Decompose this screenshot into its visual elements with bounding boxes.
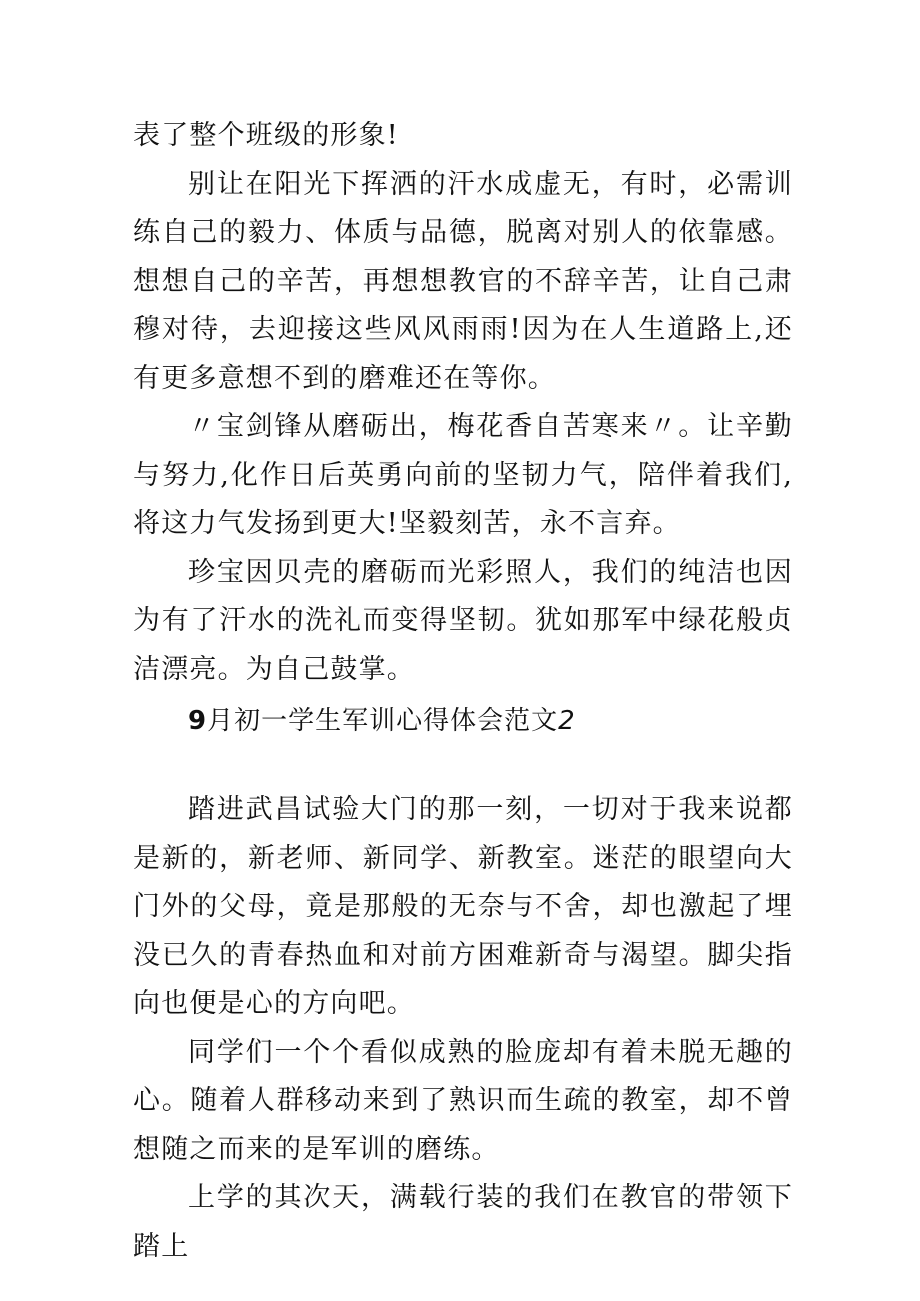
- paragraph-second-day: 上学的其次天，满载行装的我们在教官的带领下踏上: [133, 1182, 793, 1262]
- heading-text: 月初一学生军训心得体会范文: [207, 706, 559, 736]
- paragraph-sword-quote: 〃宝剑锋从磨砺出，梅花香自苦寒来〃。让辛勤与努力,化作日后英勇向前的坚韧力气，陪伴着我们,将这力气发扬到更大!坚毅刻苦，永不言弃。: [133, 411, 793, 539]
- paragraph-continuation: 表了整个班级的形象!: [133, 120, 399, 151]
- heading-number: 9: [188, 706, 208, 736]
- text-block-2: [133, 786, 793, 1271]
- paragraph-school-gate: 踏进武昌试验大门的那一刻，一切对于我来说都是新的，新老师、新同学、新教室。迷茫的眼望向大门外的父母，竟是那般的无奈与不舍，却也激起了埋没已久的青春热血和对前方困难新奇与渴望。脚尖指向也便是心的方向吧。: [133, 794, 793, 1019]
- paragraph-pearl: 珍宝因贝壳的磨砺而光彩照人，我们的纯洁也因为有了汗水的洗礼而变得坚韧。犹如那军中绿花般贞洁漂亮。为自己鼓掌。: [133, 556, 793, 685]
- heading-suffix-number: 2: [558, 706, 576, 736]
- paragraph-classmates: 同学们一个个看似成熟的脸庞却有着未脱无趣的心。随着人群移动来到了熟识而生疏的教室，却不曾想随之而来的是军训的磨练。: [133, 1036, 793, 1165]
- section-heading: [188, 697, 576, 745]
- paragraph-sweat: 别让在阳光下挥洒的汗水成虚无，有时，必需训练自己的毅力、体质与品德，脱离对别人的依靠感。想想自己的辛苦，再想想教官的不辞辛苦，让自己肃穆对待，去迎接这些风风雨雨!因为在人生道路上,还有更多意想不到的磨难还在等你。: [133, 168, 793, 394]
- text-block-1: [133, 112, 793, 694]
